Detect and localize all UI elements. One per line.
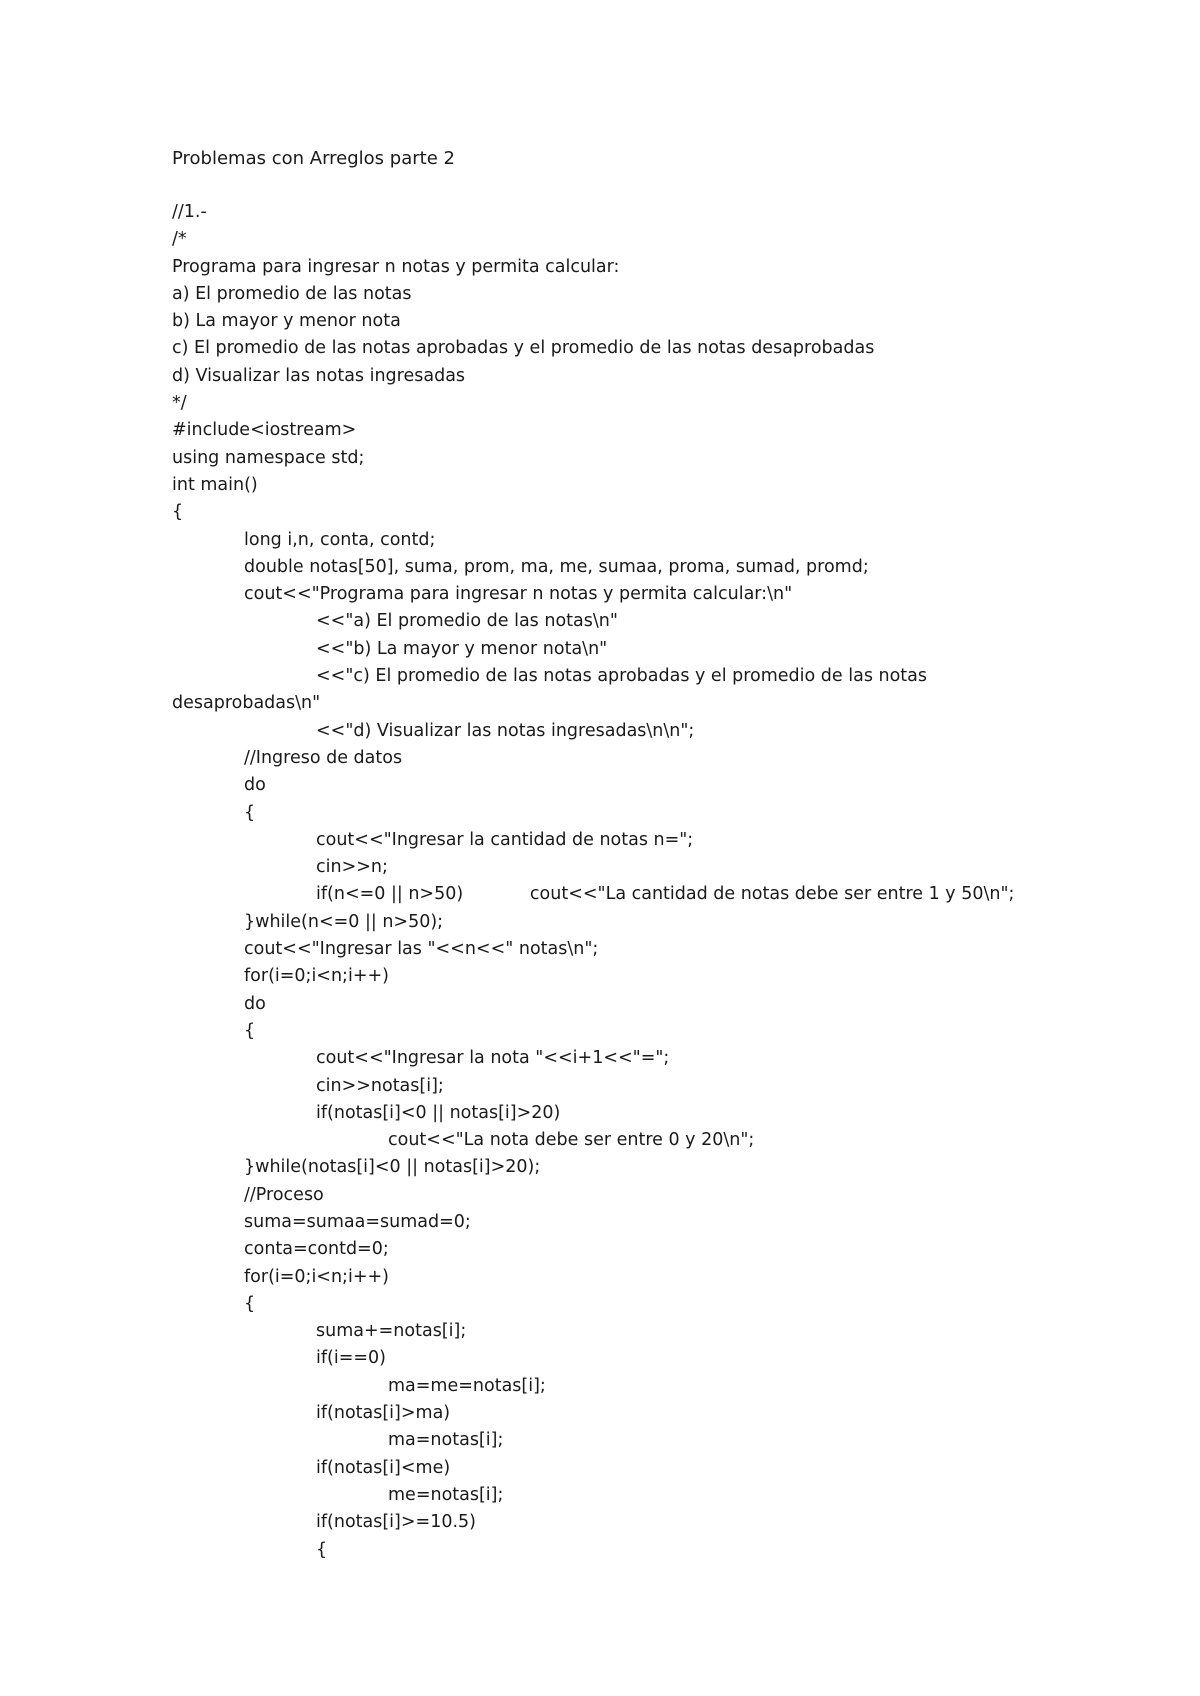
code-line: suma+=notas[i]; <box>316 1321 467 1342</box>
code-line: do <box>244 775 266 796</box>
code-line: */ <box>172 393 187 414</box>
code-line: Programa para ingresar n notas y permita calcular: <box>172 256 620 277</box>
code-line: //Proceso <box>244 1184 324 1205</box>
code-line: do <box>244 993 266 1014</box>
code-line: b) La mayor y menor nota <box>172 311 401 332</box>
code-line: long i,n, conta, contd; <box>244 529 436 550</box>
code-line: desaprobadas\n" <box>172 693 321 714</box>
code-line: suma=sumaa=sumad=0; <box>244 1211 471 1232</box>
code-line: <<"c) El promedio de las notas aprobadas y el promedio de las notas <box>316 666 928 687</box>
code-line: cout<<"Programa para ingresar n notas y permita calcular:\n" <box>244 584 793 605</box>
code-line: a) El promedio de las notas <box>172 283 412 304</box>
code-line: if(notas[i]>ma) <box>316 1403 451 1424</box>
code-line: double notas[50], suma, prom, ma, me, sumaa, proma, sumad, promd; <box>244 556 869 577</box>
code-line: /* <box>172 229 187 250</box>
code-line: <<"b) La mayor y menor nota\n" <box>316 638 608 659</box>
code-line: { <box>316 1539 328 1560</box>
code-line: }while(notas[i]<0 || notas[i]>20); <box>244 1157 541 1178</box>
code-line: cin>>n; <box>316 857 388 878</box>
code-line: cin>>notas[i]; <box>316 1075 444 1096</box>
code-line: }while(n<=0 || n>50); <box>244 911 444 932</box>
code-line: cout<<"Ingresar la nota "<<i+1<<"="; <box>316 1048 670 1069</box>
code-line: conta=contd=0; <box>244 1239 389 1260</box>
code-line: cout<<"Ingresar la cantidad de notas n="; <box>316 829 694 850</box>
code-line: { <box>244 1020 256 1041</box>
code-line: if(i==0) <box>316 1348 386 1369</box>
code-line: me=notas[i]; <box>388 1484 504 1505</box>
code-line: cout<<"La nota debe ser entre 0 y 20\n"; <box>388 1130 755 1151</box>
code-line: using namespace std; <box>172 447 365 468</box>
code-line: { <box>244 1293 256 1314</box>
code-line: ma=me=notas[i]; <box>388 1375 546 1396</box>
code-line: //1.- <box>172 202 207 222</box>
code-line: c) El promedio de las notas aprobadas y el promedio de las notas desaprobadas <box>172 338 875 359</box>
code-line: <<"a) El promedio de las notas\n" <box>316 611 618 632</box>
code-line: <<"d) Visualizar las notas ingresadas\n\n"; <box>316 720 695 741</box>
code-line: { <box>172 502 184 523</box>
code-line: for(i=0;i<n;i++) <box>244 1266 389 1287</box>
code-line: if(notas[i]<me) <box>316 1457 451 1478</box>
code-line: int main() <box>172 474 258 495</box>
code-line: //Ingreso de datos <box>244 747 403 768</box>
code-line: { <box>244 802 256 823</box>
code-line: d) Visualizar las notas ingresadas <box>172 365 466 386</box>
code-line: if(notas[i]>=10.5) <box>316 1512 476 1533</box>
code-line: ma=notas[i]; <box>388 1430 504 1451</box>
code-line: if(notas[i]<0 || notas[i]>20) <box>316 1102 561 1123</box>
code-line: #include<iostream> <box>172 420 357 441</box>
document-title: Problemas con Arreglos parte 2 <box>172 148 455 169</box>
code-line: for(i=0;i<n;i++) <box>244 966 389 987</box>
code-listing <box>172 199 1172 1564</box>
code-line: cout<<"Ingresar las "<<n<<" notas\n"; <box>244 939 599 960</box>
code-line: if(n<=0 || n>50) cout<<"La cantidad de notas debe ser entre 1 y 50\n"; <box>316 884 1015 905</box>
